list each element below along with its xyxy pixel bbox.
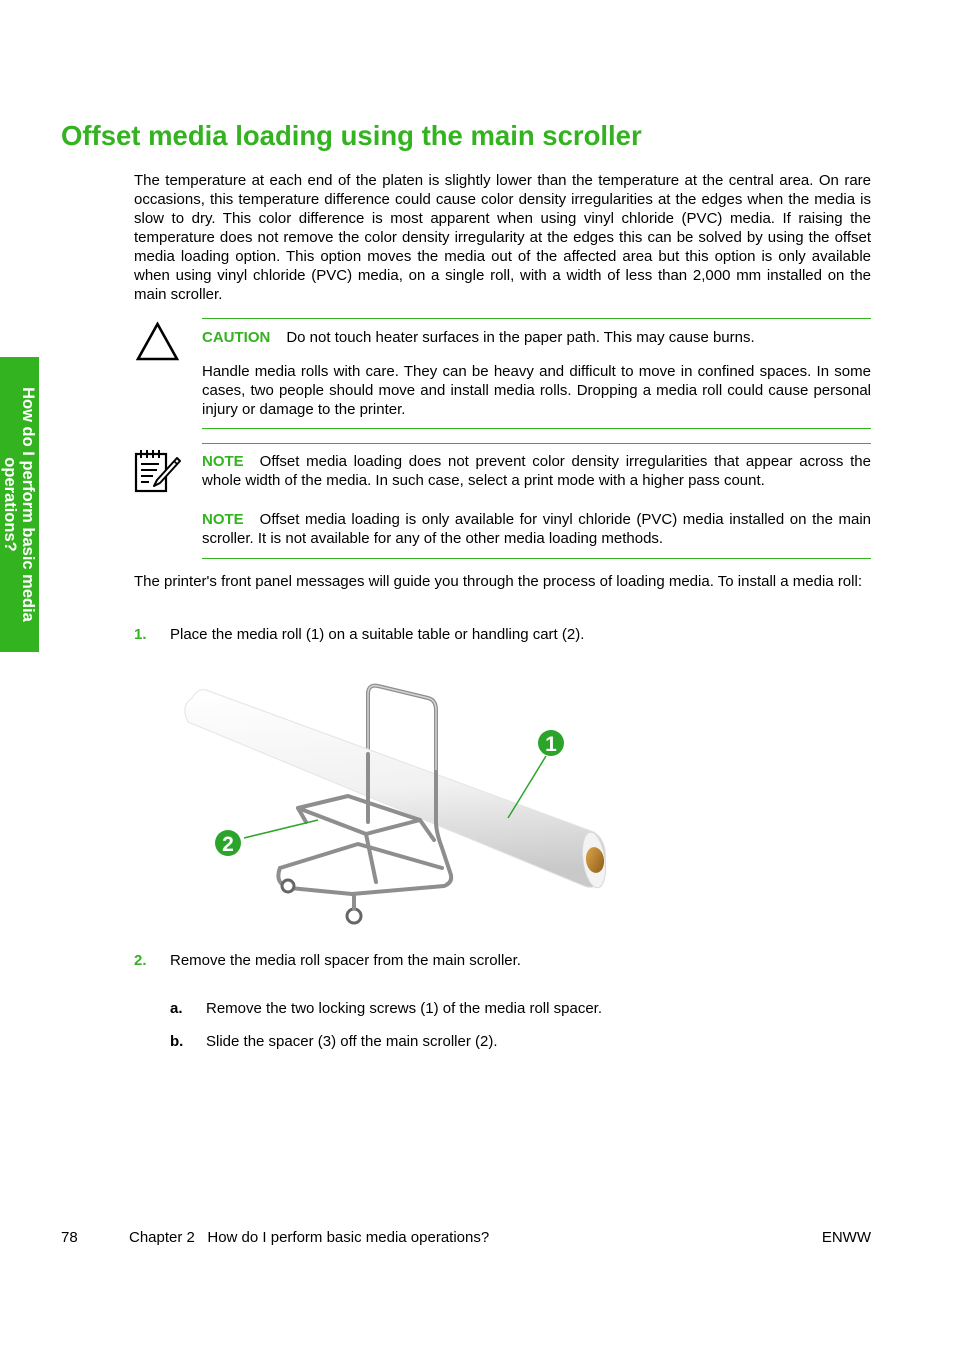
note-1-label: NOTE bbox=[202, 453, 244, 470]
footer-page-number: 78 bbox=[61, 1229, 78, 1246]
step-1-text: Place the media roll (1) on a suitable table or handling cart (2). bbox=[170, 626, 585, 643]
callout-1-label: 1 bbox=[545, 733, 557, 756]
substep-a-letter: a. bbox=[170, 1000, 183, 1017]
substep-a-text: Remove the two locking screws (1) of the media roll spacer. bbox=[206, 1000, 602, 1017]
side-tab-line-1: How do I perform basic media bbox=[19, 387, 38, 622]
caution-label: CAUTION bbox=[202, 329, 271, 346]
footer-chapter: Chapter 2 How do I perform basic media operations? bbox=[129, 1229, 490, 1246]
warning-triangle-icon bbox=[135, 321, 180, 363]
caution-bottom-rule bbox=[202, 428, 871, 429]
note-bottom-rule bbox=[202, 558, 871, 559]
note-top-rule bbox=[202, 443, 871, 444]
caution-icon-wrap bbox=[135, 321, 180, 363]
note-2-text: Offset media loading is only available for vinyl chloride (PVC) media installed on the main scroller. It is not available for any of the other media loading methods. bbox=[202, 511, 871, 547]
page-title: Offset media loading using the main scroller bbox=[61, 120, 642, 151]
note-1 bbox=[202, 452, 871, 490]
caution-text: Do not touch heater surfaces in the paper path. This may cause burns. bbox=[286, 329, 755, 346]
footer-doc-code: ENWW bbox=[821, 1229, 871, 1246]
step-2-text: Remove the media roll spacer from the main scroller. bbox=[170, 952, 521, 969]
caution-paragraph: Handle media rolls with care. They can be heavy and difficult to move in confined spaces. In some cases, two people should move and install media rolls. Dropping a media roll could cause personal injury or damage to the printer. bbox=[202, 363, 871, 418]
step-1-number: 1. bbox=[134, 626, 147, 643]
note-icon-wrap bbox=[133, 446, 181, 494]
media-roll-cart-figure bbox=[170, 672, 630, 934]
side-tab-line-2: operations? bbox=[1, 457, 20, 552]
note-2 bbox=[202, 510, 871, 548]
caution-top-rule bbox=[202, 318, 871, 319]
notepad-icon bbox=[133, 446, 181, 494]
media-roll-cart-illustration bbox=[170, 672, 630, 934]
substep-b-text: Slide the spacer (3) off the main scroller (2). bbox=[206, 1033, 498, 1050]
substep-b-letter: b. bbox=[170, 1033, 184, 1050]
note-2-label: NOTE bbox=[202, 511, 244, 528]
guide-paragraph: The printer's front panel messages will guide you through the process of loading media. To install a media roll: bbox=[134, 573, 862, 590]
chapter-side-tab bbox=[0, 357, 39, 652]
note-1-text: Offset media loading does not prevent color density irregularities that appear across the whole width of the media. In such case, select a print mode with a higher pass count. bbox=[202, 453, 871, 489]
step-2-number: 2. bbox=[134, 952, 147, 969]
callout-2-label: 2 bbox=[222, 833, 234, 856]
caution-line bbox=[202, 328, 871, 347]
intro-paragraph: The temperature at each end of the platen is slightly lower than the temperature at the central area. On rare occasions, this temperature difference could cause color density irregularities at the edges when the media is slow to dry. This color difference is most apparent when using vinyl chloride (PVC) media. If raising the temperature does not remove the color density irregularity at the edges this can be solved by using the offset media loading option. This option moves the media out of the affected area but this option is only available when using vinyl chloride (PVC) media, on a single roll, with a width of less than 2,000 mm installed on the main scroller. bbox=[134, 172, 871, 303]
